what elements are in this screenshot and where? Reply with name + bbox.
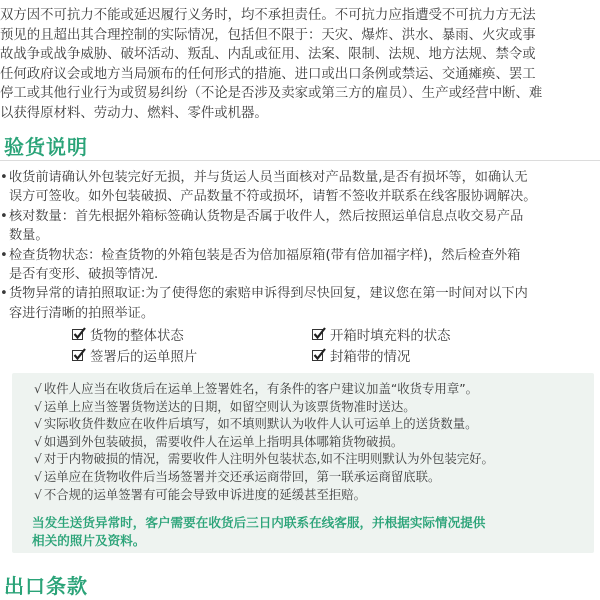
bullet-line: 容进行清晰的拍照举证。 <box>9 305 155 321</box>
warning-line: 当发生送货异常时，客户需要在收货后三日内联系在线客服，并根据实际情况提供 <box>32 515 486 530</box>
check-icon <box>312 349 326 365</box>
checklist-item <box>312 346 410 365</box>
bullet-line: 误方可签收。如外包装破损、产品数量不符或损坏，请暂不签收并联系在线客服协调解决。 <box>9 189 537 205</box>
bullet-marker: • <box>0 208 8 224</box>
checklist-label: 货物的整体状态 <box>90 329 184 344</box>
tick-icon: √ <box>34 433 42 449</box>
notice-lines <box>34 380 494 503</box>
bullet-item <box>0 284 600 323</box>
intro-line: 故战争或战争威胁、破坏活动、叛乱、内乱或征用、法案、限制、法规、地方法规、禁令或 <box>0 47 536 63</box>
intro-line: 任何政府议会或地方当局颁布的任何形式的措施、进口或出口条例或禁运、交通瘫痪、罢工 <box>0 66 536 82</box>
notice-warning <box>32 514 485 550</box>
bullet-marker: • <box>0 286 8 302</box>
check-icon <box>312 328 326 344</box>
bullet-item <box>0 168 600 207</box>
checklist-label: 签署后的运单照片 <box>90 350 198 365</box>
bullet-line: 数量。 <box>9 228 49 244</box>
tick-icon: √ <box>34 416 42 432</box>
bullet-line: 检查货物状态：检查货物的外箱包装是否为倍加福原箱(带有倍加福字样)，然后检查外箱 <box>9 247 521 263</box>
intro-paragraph <box>0 6 600 124</box>
notice-line: √ 对于内物破损的情况，需要收件人注明外包装状态,如不注明则默认为外包装完好。 <box>34 451 494 467</box>
warning-line: 相关的照片及资料。 <box>32 533 146 548</box>
notice-line: √ 实际收货件数应在收件后填写，如不填则默认为收件人认可运单上的送货数量。 <box>34 416 478 432</box>
notice-line: √ 运单上应当签署货物送达的日期，如留空则认为该票货物准时送达。 <box>34 398 416 414</box>
inspection-section-title: 验货说明 <box>4 135 88 159</box>
checklist-item <box>312 325 451 344</box>
checklist-label: 开箱时填充料的状态 <box>330 329 451 344</box>
tick-icon: √ <box>34 468 42 484</box>
tick-icon: √ <box>34 381 42 396</box>
bullet-line: 核对数量：首先根据外箱标签确认货物是否属于收件人，然后按照运单信息点收交易产品 <box>9 208 524 224</box>
intro-line: 预见的且超出其合理控制的实际情况，包括但不限于：天灾、爆炸、洪水、暴雨、火灾或事 <box>0 27 536 43</box>
bullet-line: 是否有变形、破损等情况. <box>9 266 159 282</box>
bullet-line: 收货前请确认外包装完好无损，并与货运人员当面核对产品数量,是否有损坏等，如确认无 <box>9 170 528 185</box>
bullet-line: 货物异常的请拍照取证:为了使得您的索赔申诉得到尽快回复，建议您在第一时间对以下内 <box>9 286 528 302</box>
bullet-item <box>0 246 600 285</box>
intro-line: 以获得原材料、劳动力、燃料、零件或机器。 <box>0 105 268 121</box>
bullet-marker: • <box>0 170 8 185</box>
checklist-label: 封箱带的情况 <box>330 350 411 365</box>
inspection-title-divider <box>0 160 600 161</box>
tick-icon: √ <box>34 451 42 467</box>
bullet-item <box>0 207 600 246</box>
check-icon <box>72 328 86 344</box>
export-section-title: 出口条款 <box>4 574 88 598</box>
intro-line: 双方因不可抗力不能或延迟履行义务时，均不承担责任。不可抗力应指遭受不可抗力方无法 <box>0 8 536 23</box>
bullet-marker: • <box>0 247 8 263</box>
inspection-bullets <box>0 168 600 323</box>
checklist-item <box>72 346 197 365</box>
notice-box <box>12 373 594 553</box>
notice-line: √ 如遇到外包装破损，需要收件人在运单上指明具体哪箱货物破损。 <box>34 433 404 449</box>
tick-icon: √ <box>34 398 42 414</box>
notice-line: √ 运单应在货物收件后当场签署并交还承运商带回，第一联承运商留底联。 <box>34 468 441 484</box>
checklist-item <box>72 325 184 344</box>
notice-line: √ 不合规的运单签署有可能会导致申诉进度的延缓甚至拒赔。 <box>34 486 367 502</box>
check-icon <box>72 349 86 365</box>
intro-line: 停工或其他行业行为或贸易纠纷（不论是否涉及卖家或第三方的雇员）、生产或经营中断、难 <box>0 86 543 102</box>
tick-icon: √ <box>34 486 42 502</box>
notice-line: √ 收件人应当在收货后在运单上签署姓名，有条件的客户建议加盖“收货专用章”。 <box>34 381 479 396</box>
